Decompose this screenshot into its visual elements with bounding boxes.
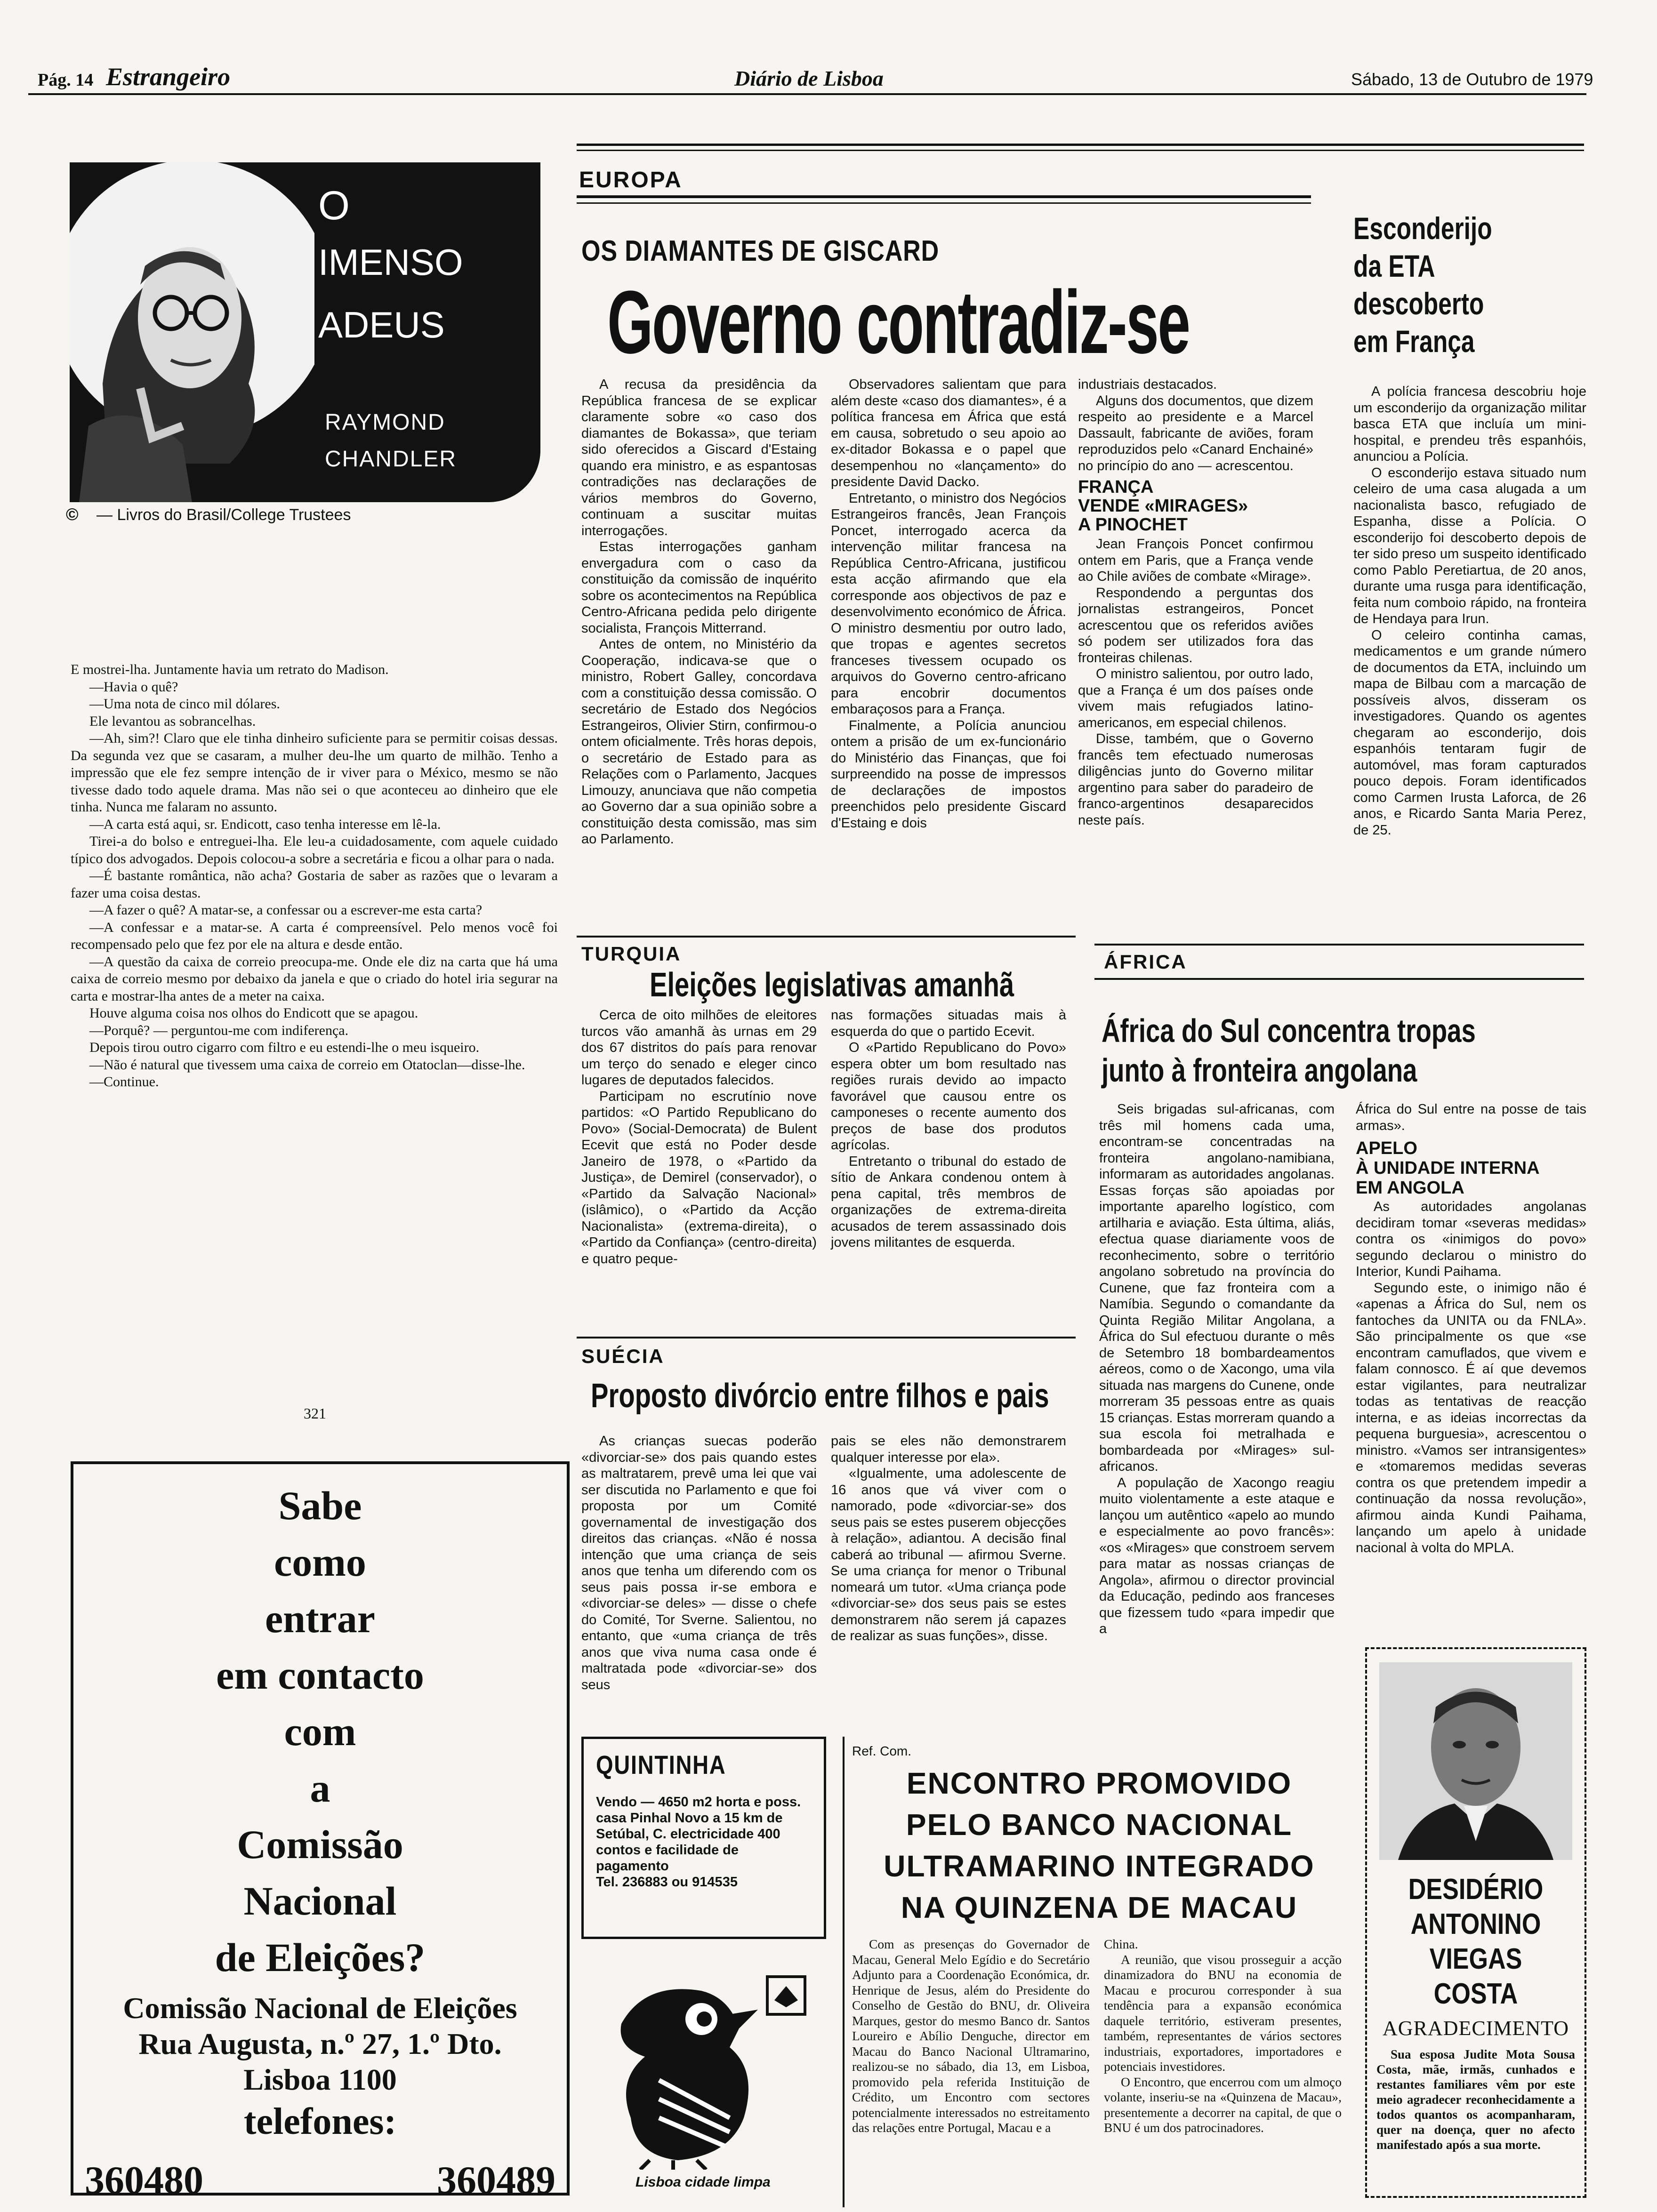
article-paragraph: O ministro salientou, por outro lado, que a França é um dos países onde vivem mais refugiados latino-americanos, em especial chilenos. xyxy=(1078,666,1313,730)
turquia-rule xyxy=(577,936,1076,938)
africa-column-2 xyxy=(1356,1101,1586,1556)
copyright-symbol: © xyxy=(66,505,79,524)
turquia-column-2 xyxy=(831,1007,1066,1251)
book-author-first: RAYMOND xyxy=(325,410,445,435)
cne-line: Comissão xyxy=(237,1822,403,1867)
excerpt-paragraph: —A carta está aqui, sr. Endicott, caso tenha interesse em lê-la. xyxy=(89,816,441,832)
europa-subhead: A PINOCHET xyxy=(1078,515,1188,535)
excerpt-paragraph: —Não é natural que tivessem uma caixa de correio em Otatoclan—disse-lhe. xyxy=(89,1057,525,1073)
page-number-label: Pág. 14 xyxy=(38,70,94,90)
article-paragraph: pais se eles não demonstrarem qualquer interesse por ela». xyxy=(831,1434,1066,1465)
obituary-name-line: ANTONINO xyxy=(1410,1908,1541,1940)
suecia-column-2 xyxy=(831,1433,1066,1644)
turquia-column-1 xyxy=(581,1007,817,1267)
article-paragraph: As crianças suecas poderão «divorciar-se» dos pais quando estes as maltratarem, prevê uma lei que vai ser discutida no Parlamento e que foi proposta por um Comité governamental de investigação dos direitos das crianças. «Não é nossa intenção que uma criança de seis anos que tenha um diferendo com os seus pais possa ir-se embora e «divorciar-se deles» — disse o chefe do Comité, Tor Sverne. Salientou, no entanto, que «uma criança de três anos que viva numa casa onde é maltratada pode «divorciar-se» dos seus xyxy=(581,1434,817,1692)
europa-column-1 xyxy=(581,377,817,848)
article-paragraph: Respondendo a perguntas dos jornalistas estrangeiros, Poncet acrescentou que os referidos aviões só podem ser utilizados fora das fronteiras chilenas. xyxy=(1078,585,1313,665)
eta-headline-line: descoberto xyxy=(1353,286,1484,321)
africa-section-label: ÁFRICA xyxy=(1104,951,1187,973)
europa-section-label: EUROPA xyxy=(579,168,683,192)
article-paragraph: As autoridades angolanas decidiram tomar «severas medidas» contra os «inimigos do povo» segundo declarou o ministro do Interior, Kundi Paihama. xyxy=(1356,1199,1586,1279)
bnu-headline-line: NA QUINZENA DE MACAU xyxy=(901,1891,1298,1924)
europa-top-rule xyxy=(577,144,1584,146)
book-page-number: 321 xyxy=(304,1405,326,1422)
africa-headline-line: junto à fronteira angolana xyxy=(1102,1052,1417,1089)
africa-rule xyxy=(1094,944,1584,946)
book-title-adeus: ADEUS xyxy=(318,304,445,345)
cne-line: Sabe xyxy=(278,1483,362,1528)
eta-body xyxy=(1353,384,1586,838)
africa-headline-line: África do Sul concentra tropas xyxy=(1102,1012,1476,1049)
article-paragraph: Participam no escrutínio nove partidos: «O Partido Republicano do Povo» (Social-Democrata) de Bulent Ecevit que está no Poder desde Janeiro de 1978, o «Partido da Justiça», de Demirel (conservador), o «Partido da Salvação Nacional» (islâmico), o «Partido da Acção Nacionalista» (extrema-direita), o «Partido da Confiança» (centro-direita) e quatro peque- xyxy=(581,1089,817,1266)
suecia-column-1 xyxy=(581,1433,817,1693)
cne-line: em contacto xyxy=(216,1652,424,1698)
masthead: Diário de Lisboa xyxy=(734,66,884,90)
article-paragraph: Alguns dos documentos, que dizem respeito ao presidente e a Marcel Dassault, fabricante de aviões, foram reproduzidos pelo «Canard Enchainé» no princípio do ano — acrescentou. xyxy=(1078,393,1313,473)
turquia-headline: Eleições legislativas amanhã xyxy=(650,966,1014,1004)
excerpt-paragraph: —Continue. xyxy=(89,1074,159,1090)
cne-address-line: Comissão Nacional de Eleições xyxy=(123,1991,517,2025)
eta-headline-line: Esconderijo xyxy=(1353,211,1492,246)
africa-subhead: À UNIDADE INTERNA xyxy=(1356,1158,1540,1178)
europa-kicker: OS DIAMANTES DE GISCARD xyxy=(581,235,940,267)
excerpt-paragraph: —Havia o quê? xyxy=(89,679,178,695)
cne-address-line: Lisboa 1100 xyxy=(243,2063,397,2096)
article-paragraph: Antes de ontem, no Ministério da Cooperação, indicava-se que o ministro, Robert Galley, concordava com a constituição dessa comissão. O secretário de Estado dos Negócios Estrangeiros, Olivier Stirn, confirmou-o ontem oficialmente. Três horas depois, o secretário de Estado para as Relações com o Parlamento, Jacques Limouzy, anunciava que não competia ao Governo dar a sua opinião sobre a constituição desta comissão, mas sim ao Parlamento. xyxy=(581,637,817,847)
author-portrait xyxy=(70,162,314,502)
europa-rule xyxy=(577,195,1311,198)
header-rule xyxy=(28,93,1586,95)
article-paragraph: A recusa da presidência da República francesa de se explicar claramente sobre «o caso dos diamantes de Bokassa», que teriam sido oferecidos a Giscard d'Estaing quando era ministro, e as espantosas contradições nas declarações de vários membros do Governo, continuam a suscitar muitas interrogações. xyxy=(581,377,817,538)
article-paragraph: África do Sul entre na posse de tais armas». xyxy=(1356,1102,1586,1133)
issue-date: Sábado, 13 de Outubro de 1979 xyxy=(1351,70,1593,89)
book-author-last: CHANDLER xyxy=(325,447,457,472)
article-paragraph: Seis brigadas sul-africanas, com três mil homens cada uma, encontram-se concentradas na fronteira angolano-namibiana, informaram as autoridades angolanas. Essas forças são apoiadas por importante aparelho logístico, com artilharia e aviação. Esta última, aliás, efectua quase diariamente voos de reconhecimento, sobre o território angolano sobretudo na província do Cunene, que faz fronteira com a Namíbia. Segundo o comandante da Quinta Região Militar Angolana, a África do Sul efectuou durante o mês de Setembro 18 bombardeamentos aéreos, como o de Xacongo, uma vila situada nas margens do Cunene, onde morreram 35 pessoas entre as quais 15 crianças. Estas morreram quando a sua escola foi metralhada e bombardeada por «Mirages» sul-africanos. xyxy=(1099,1102,1335,1474)
article-paragraph: Cerca de oito milhões de eleitores turcos vão amanhã às urnas em 29 dos 67 distritos do país para renovar um terço do senado e eleger cinco lugares de deputados falecidos. xyxy=(581,1008,817,1088)
excerpt-paragraph: Depois tirou outro cigarro com filtro e eu estendi-lhe o meu isqueiro. xyxy=(89,1040,480,1055)
quintinha-body: Vendo — 4650 m2 horta e poss. casa Pinhal Novo a 15 km de Setúbal, C. electricidade 400 contos e facilidade de pagamento xyxy=(596,1795,801,1874)
book-excerpt xyxy=(71,661,558,1091)
quintinha-ad xyxy=(581,1737,826,1939)
europa-subhead: VENDE «MIRAGES» xyxy=(1078,496,1248,516)
turquia-section-label: TURQUIA xyxy=(581,943,682,965)
article-paragraph: O celeiro continha camas, medicamentos e um grande número de documentos da ETA, incluindo um mapa de Bilbau com a marcação de possíveis alvos, disseram os investigadores. Quando os agentes chegaram ao esconderijo, dois espanhóis tentaram fugir de automóvel, mas foram capturados pouco depois. Foram identificados como Carmen Irusta Laforca, de 26 anos, e Ricardo Santa Maria Perez, de 25. xyxy=(1353,627,1586,838)
cne-line: entrar xyxy=(265,1596,375,1641)
section-label: Estrangeiro xyxy=(106,63,231,91)
obituary-photo xyxy=(1379,1662,1572,1860)
cne-ad xyxy=(71,1461,570,2202)
cne-phone: 360489 xyxy=(437,2158,555,2202)
suecia-headline: Proposto divórcio entre filhos e pais xyxy=(591,1377,1049,1415)
obituary xyxy=(1365,1647,1586,2198)
article-paragraph: Entretanto, o ministro dos Negócios Estrangeiros francês, Jean François Poncet, interrogado acerca da intervenção militar francesa na República Centro-Africana, justificou esta acção afirmando que ela corresponde aos objectivos de paz e desenvolvimento económico de África. O ministro desmentiu por outro lado, que tropas e agentes secretos franceses tivessem ocupado os arquivos do Governo centro-africano para encobrir documentos embaraçosos para a França. xyxy=(831,490,1066,717)
excerpt-paragraph: Tirei-a do bolso e entreguei-lha. Ele leu-a cuidadosamente, com aquele cuidado típico dos advogados. Depois colocou-a sobre a secretária e ficou a olhar para o nada. xyxy=(71,834,558,866)
cne-line: com xyxy=(284,1709,356,1754)
europa-column-3 xyxy=(1078,377,1313,828)
article-paragraph: O esconderijo estava situado num celeiro de uma casa alugada a um nacionalista basco, refugiado de Espanha, disse a Polícia. O esconderijo foi descoberto depois de ter sido preso um suspeito identificado como Pablo Peretiartua, de 20 anos, durante uma rusga para identificação, feita num comboio rápido, na fronteira de Hendaya para Irun. xyxy=(1353,465,1586,626)
article-paragraph: Observadores salientam que para além deste «caso dos diamantes», é a política francesa em África que está em causa, sobretudo o seu apoio ao ex-ditador Bokassa e o papel que desempenhou no «lançamento» do presidente David Dacko. xyxy=(831,377,1066,489)
africa-subhead: EM ANGOLA xyxy=(1356,1178,1464,1198)
suecia-section-label: SUÉCIA xyxy=(581,1345,665,1367)
obituary-name-line: DESIDÉRIO xyxy=(1408,1873,1544,1906)
africa-headline xyxy=(1102,1011,1476,1090)
bnu-ref: Ref. Com. xyxy=(852,1744,912,1758)
obituary-name xyxy=(1392,1872,1559,2012)
cne-phones-label: telefones: xyxy=(243,2101,397,2142)
africa-column-1 xyxy=(1099,1101,1335,1637)
article-paragraph: Segundo este, o inimigo não é «apenas a África do Sul, nem os fantoches da UNITA ou da FNLA». São principalmente os que «se encontram camuflados, que vivem e falam connosco. É aí que devemos estar vigilantes, para neutralizar todas as tentativas de reacção interna, e as ideias incorrectas da pequena burguesia», acrescentou o ministro. «Vamos ser intransigentes» e «tomaremos medidas severas contra os que pretendem impedir a continuação da nossa revolução», afirmou ainda Kundi Paihama, lançando um apelo à unidade nacional à volta do MPLA. xyxy=(1356,1280,1586,1555)
bnu-headline-line: ENCONTRO PROMOVIDO xyxy=(906,1766,1292,1800)
excerpt-paragraph: —A confessar e a matar-se. A carta é compreensível. Pelo menos você foi recompensado pelo que fez por ele na altura e desde então. xyxy=(71,919,558,952)
excerpt-paragraph: Ele levantou as sobrancelhas. xyxy=(89,713,256,729)
europa-top-rule-2 xyxy=(577,150,1584,151)
eta-headline xyxy=(1353,209,1492,360)
africa-rule-2 xyxy=(1094,978,1584,980)
cne-line: como xyxy=(274,1539,366,1585)
obituary-name-line: VIEGAS COSTA xyxy=(1429,1943,1522,2010)
article-paragraph: A população de Xacongo reagiu muito violentamente a este ataque e lançou um autêntico «apelo ao mundo e especialmente ao povo francês»: «os «Mirages» que constroem servem para matar as nossas crianças de Angola», afirmou o director provincial da Educação, pedindo aos franceses que fizessem tudo «para impedir que a xyxy=(1099,1475,1335,1636)
bnu-headline xyxy=(852,1763,1346,1928)
quintinha-title: QUINTINHA xyxy=(596,1750,726,1779)
cne-address-line: Rua Augusta, n.º 27, 1.º Dto. xyxy=(138,2027,502,2060)
logo-caption: Lisboa cidade limpa xyxy=(635,2174,771,2190)
article-paragraph: China. xyxy=(1104,1937,1138,1951)
cidade-limpa-logo xyxy=(588,1963,833,2198)
bnu-headline-line: PELO BANCO NACIONAL xyxy=(906,1808,1293,1842)
article-paragraph: Disse, também, que o Governo francês tem efectuado numerosas diligências junto do Governo militar argentino para saber do paradeiro de franco-argentinos desaparecidos neste país. xyxy=(1078,731,1313,828)
article-paragraph: nas formações situadas mais à esquerda do que o partido Ecevit. xyxy=(831,1008,1066,1039)
cne-line: a xyxy=(310,1765,330,1811)
bird-logo-icon xyxy=(588,1963,833,2170)
cne-line: Nacional xyxy=(243,1878,397,1923)
excerpt-paragraph: —Uma nota de cinco mil dólares. xyxy=(89,696,280,712)
article-paragraph: O Encontro, que encerrou com um almoço volante, inseriu-se na «Quinzena de Macau», presentemente a decorrer na capital, de que o BNU é um dos patrocinadores. xyxy=(1104,2074,1342,2135)
article-paragraph: Estas interrogações ganham envergadura com o caso da constituição da comissão de inquérito sobre os acontecimentos na República Centro-Africana pedida pelo dirigente socialista, François Mitterrand. xyxy=(581,539,817,636)
europa-headline: Governo contradiz-se xyxy=(607,272,1190,372)
excerpt-paragraph: Houve alguma coisa nos olhos do Endicott que se apagou. xyxy=(89,1005,418,1021)
europa-column-2 xyxy=(831,377,1066,831)
excerpt-paragraph: —É bastante romântica, não acha? Gostaria de saber as razões que o levaram a fazer uma coisa destas. xyxy=(71,868,558,901)
portrait-photo-icon xyxy=(1379,1662,1572,1860)
article-paragraph: Entretanto o tribunal do estado de sítio de Ankara condenou ontem à pena capital, três membros de organizações de extrema-direita acusados de terem assassinado dois jovens militantes de esquerda. xyxy=(831,1154,1066,1250)
excerpt-paragraph: —A fazer o quê? A matar-se, a confessar ou a escrever-me esta carta? xyxy=(89,902,483,918)
europa-subhead: FRANÇA xyxy=(1078,477,1154,497)
article-paragraph: «Igualmente, uma adolescente de 16 anos que vá viver com o namorado, pode «divorciar-se» dos seus pais se estes puserem objecções à relação», adiantou. A decisão final caberá ao tribunal — afirmou Sverne. Se uma criança for menor o Tribunal nomeará um tutor. «Uma criança pode «divorciar-se» dos seus pais se estes demonstrarem não serem já capazes de realizar as suas funções», disse. xyxy=(831,1466,1066,1643)
bnu-column-2 xyxy=(1104,1937,1342,2136)
article-paragraph: A polícia francesa descobriu hoje um esconderijo da organização militar basca ETA que incluía um mini-hospital, e prendeu três espanhóis, anunciou a Polícia. xyxy=(1353,384,1586,464)
excerpt-paragraph: E mostrei-lha. Juntamente havia um retrato do Madison. xyxy=(71,662,389,677)
africa-subhead: APELO xyxy=(1356,1138,1417,1158)
eta-headline-line: da ETA xyxy=(1353,248,1435,283)
excerpt-paragraph: —Ah, sim?! Claro que ele tinha dinheiro suficiente para se permitir coisas dessas. Da segunda vez que se casaram, a mulher deu-lhe um quarto de milhão. Tenho a impressão que ele fez sempre intenção de ir viver para o México, mesmo se não tivesse dado todo aquele drama. Mas não sei o que aconteceu ao dinheiro que ele tinha. Nunca me falaram no assunto. xyxy=(71,730,558,815)
bnu-column-1: Com as presenças do Governador de Macau, General Melo Egídio e do Secretário Adjunto para a Coordenação Económica, dr. Henrique de Jesus, além do Presidente do Conselho de Gestão do BNU, dr. Oliveira Marques, gestor do mesmo Banco dr. Santos Loureiro e Abílio Denguche, director em Macau do Banco Nacional Ultramarino, realizou-se no sábado, dia 13, em Lisboa, promovido pela referida Instituição de Crédito, um Encontro com sectores potencialmente interessados no estreitamento das relações entre Portugal, Macau e a xyxy=(852,1937,1090,2135)
copyright-line: — Livros do Brasil/College Trustees xyxy=(97,506,351,524)
book-title-imenso: IMENSO xyxy=(318,241,463,283)
article-paragraph: Jean François Poncet confirmou ontem em Paris, que a França vende ao Chile aviões de combate «Mirage». xyxy=(1078,537,1313,584)
eta-headline-line: em França xyxy=(1353,324,1475,359)
cne-phone: 360480 xyxy=(85,2158,203,2202)
cne-line: de Eleições? xyxy=(215,1935,426,1980)
article-paragraph: industriais destacados. xyxy=(1078,377,1217,392)
obituary-label: AGRADECIMENTO xyxy=(1383,2017,1569,2040)
article-paragraph: O «Partido Republicano do Povo» espera obter um bom resultado nas regiões rurais devido ao impacto favorável que causou entre os camponeses o recente aumento dos preços de base dos produtos agrícolas. xyxy=(831,1040,1066,1153)
excerpt-paragraph: —A questão da caixa de correio preocupa-me. Onde ele diz na carta que há uma caixa de correio mesmo por debaixo da janela e que o criado do hotel iria segurar na carta e mostrar-lha antes de a meter na caixa. xyxy=(71,954,558,1004)
article-paragraph: A reunião, que visou prosseguir a acção dinamizadora do BNU na economia de Macau e procurou corresponder à sua tendência para a expansão económica daquele território, estiveram presentes, também, representantes de vários sectores industriais, exportadores, importadores e potenciais investidores. xyxy=(1104,1952,1342,2074)
europa-rule-2 xyxy=(577,202,1311,204)
book-title-o: O xyxy=(318,183,350,228)
excerpt-paragraph: —Porquê? — perguntou-me com indiferença. xyxy=(89,1022,349,1038)
obituary-body: Sua esposa Judite Mota Sousa Costa, mãe, irmãs, cunhados e restantes familiares vêm por este meio agradecer reconhecidamente a todos quantos os acompanharam, quer na doença, quer no afecto manifestado após a sua morte. xyxy=(1376,2047,1575,2152)
article-paragraph: Finalmente, a Polícia anunciou ontem a prisão de um ex-funcionário do Ministério das Finanças, que foi surpreendido na posse de impressos de declarações de impostos preenchidos pelo presidente Giscard d'Estaing e dois xyxy=(831,718,1066,831)
quintinha-phone: Tel. 236883 ou 914535 xyxy=(596,1875,738,1890)
bnu-headline-line: ULTRAMARINO INTEGRADO xyxy=(884,1849,1315,1883)
suecia-rule xyxy=(577,1337,1076,1338)
portrait-photo-icon xyxy=(70,162,314,502)
